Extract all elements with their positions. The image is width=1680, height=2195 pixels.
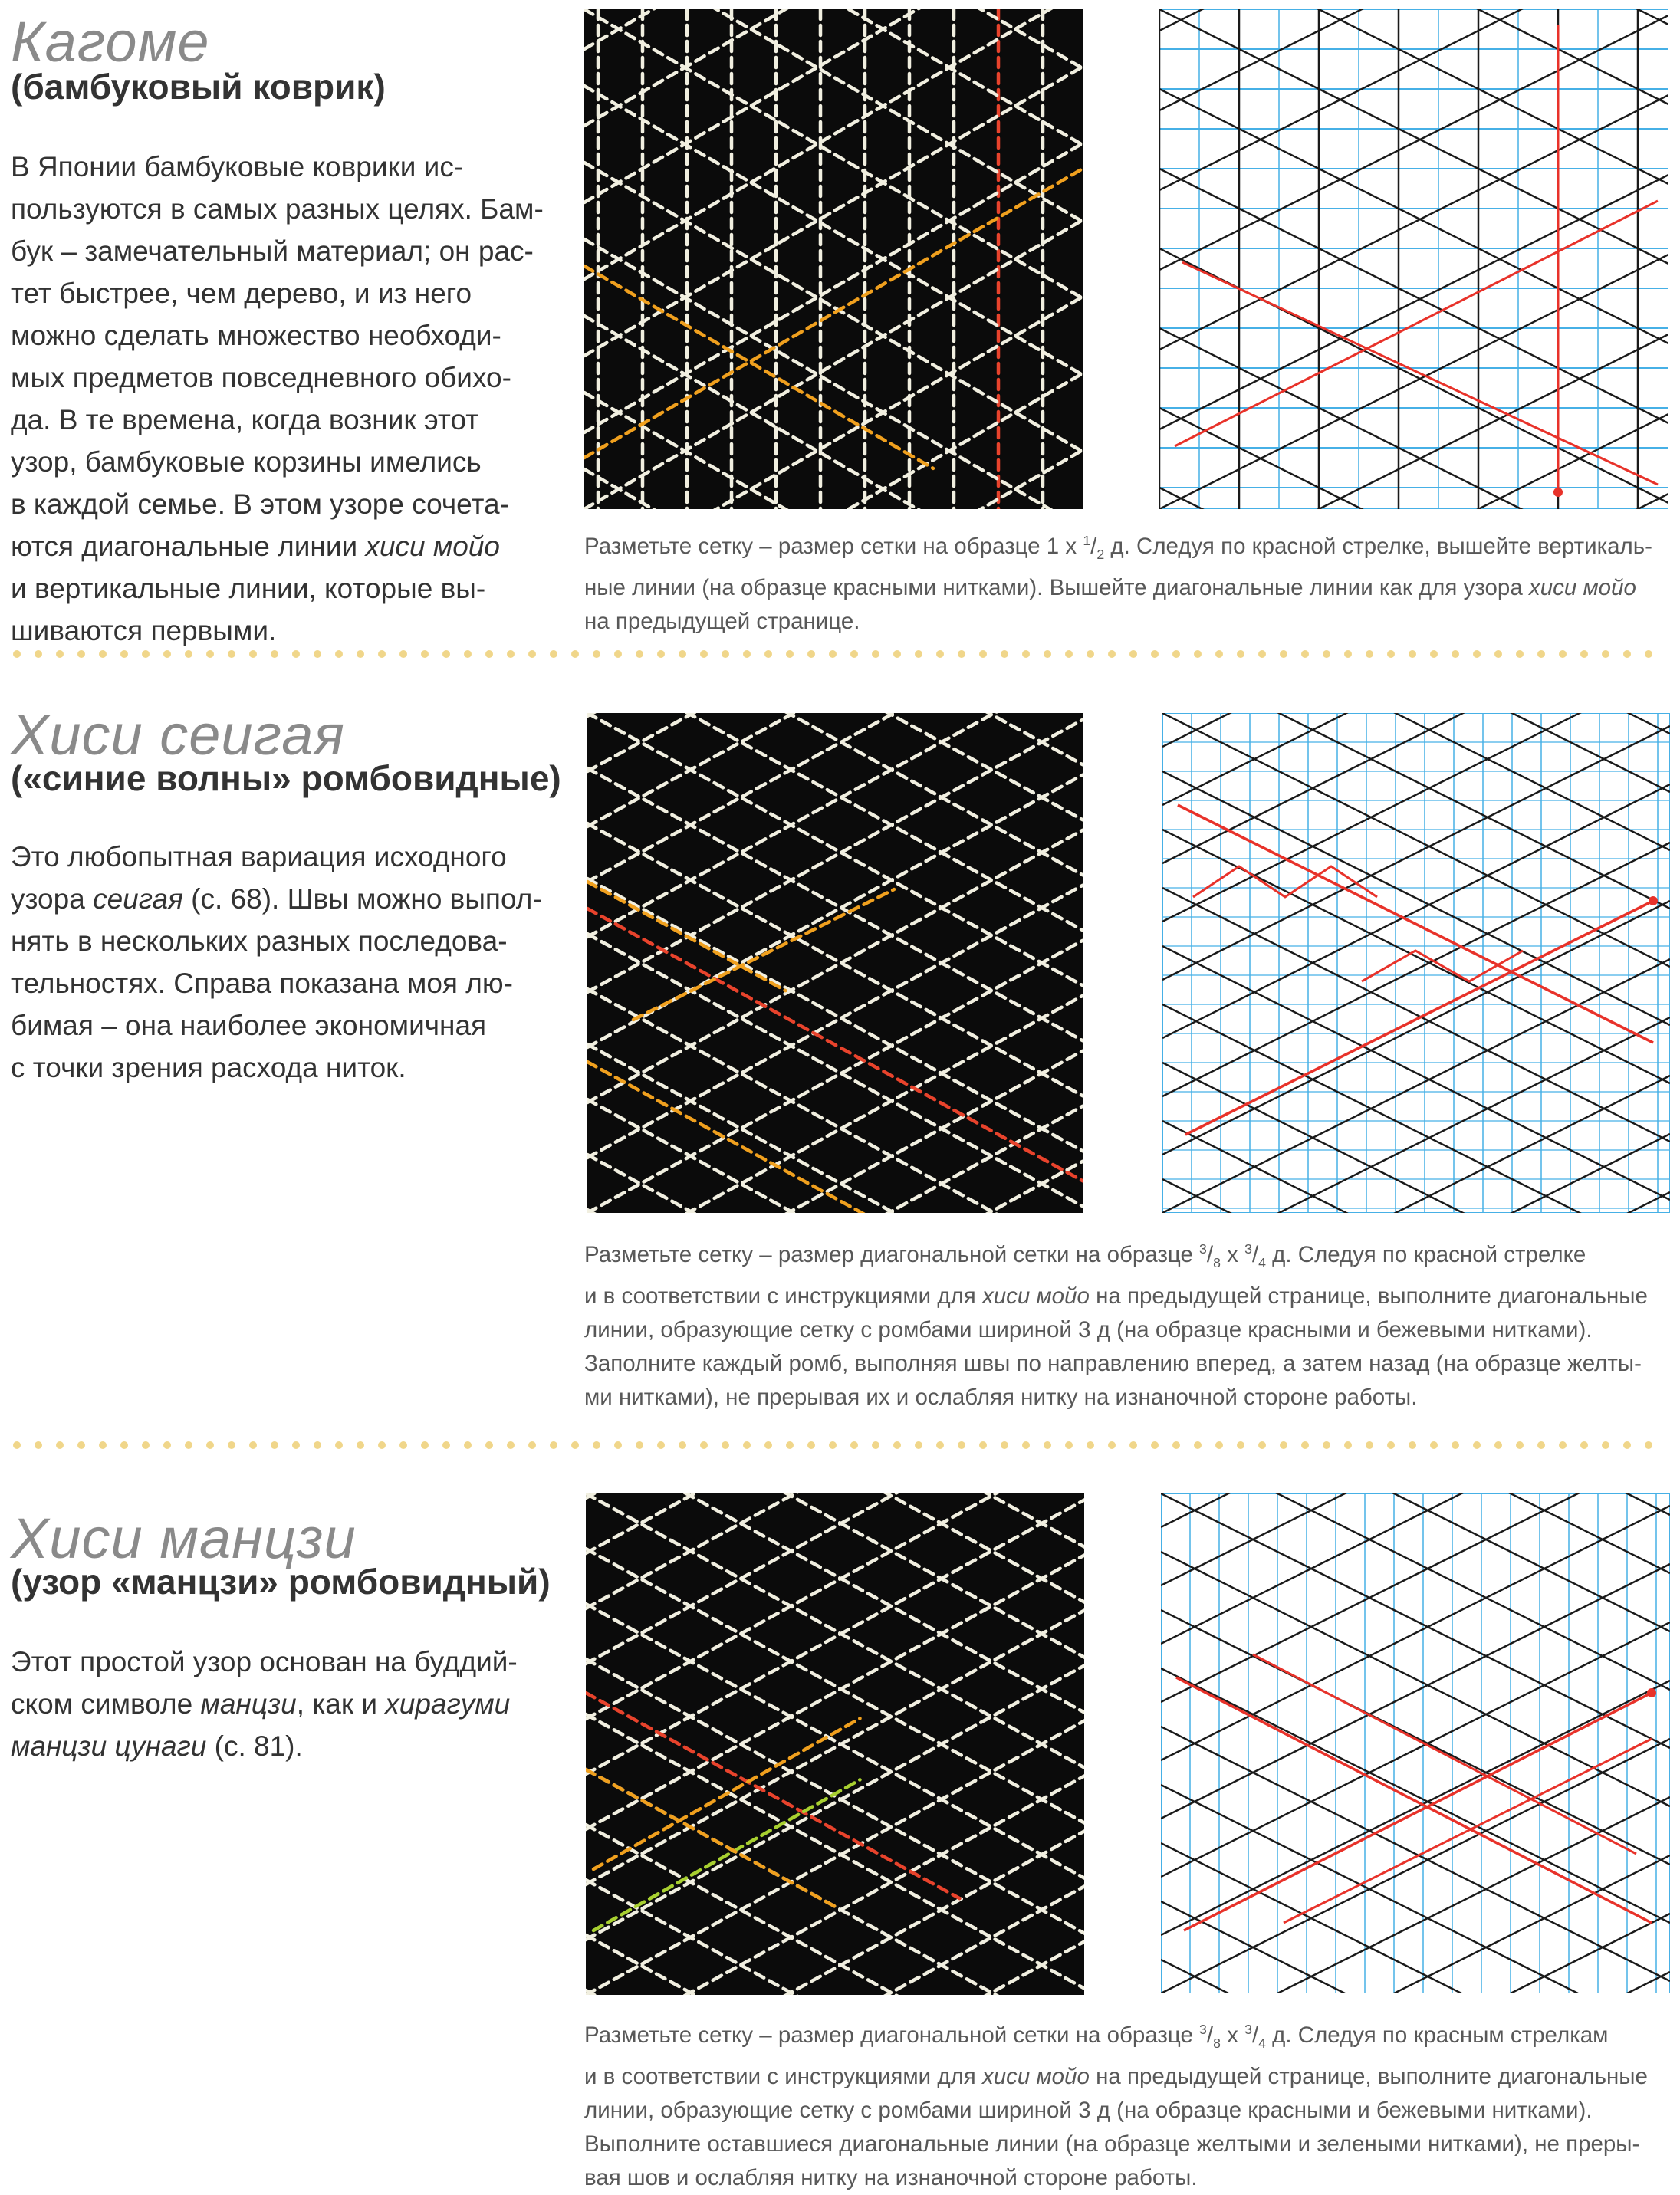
text-run: на предыдущей странице, выполните диагональные: [1089, 1283, 1648, 1309]
divider-dot: [1215, 650, 1223, 658]
divider-dot: [915, 650, 922, 658]
divider-dot: [657, 650, 665, 658]
divider-dot: [1494, 1441, 1502, 1449]
divider-dot: [1580, 1441, 1588, 1449]
section-2-body: [11, 836, 547, 1089]
divider-dot: [77, 1441, 85, 1449]
divider-dot: [550, 1441, 557, 1449]
divider-dot: [1022, 650, 1030, 658]
divider-dot: [1151, 650, 1159, 658]
section-2-title: Хиси сеигая: [11, 703, 345, 767]
section-divider-1: [11, 649, 1667, 659]
divider-dot: [1602, 650, 1609, 658]
divider-dot: [1258, 1441, 1266, 1449]
divider-dot: [1623, 650, 1631, 658]
fraction: $^3/_4$: [1244, 1241, 1266, 1270]
divider-dot: [464, 1441, 472, 1449]
text-run: ми нитками), не прерывая их и ослабляя нитку на изнаночной стороне работы.: [584, 1384, 1418, 1410]
text-run: тет быстрее, чем дерево, и из него: [11, 278, 472, 309]
text-run: В Японии бамбуковые коврики ис-: [11, 151, 464, 182]
body-line: [11, 230, 547, 272]
text-run: (с. 68). Швы можно выпол-: [182, 883, 542, 915]
italic-term: сеигая: [93, 883, 183, 915]
body-line: [11, 920, 547, 962]
italic-term: манцзи: [200, 1688, 297, 1720]
divider-dot: [185, 1441, 192, 1449]
divider-dot: [1172, 650, 1180, 658]
text-run: д. Следуя по красной стрелке: [1265, 1241, 1586, 1267]
text-run: в каждой семье. В этом узоре сочета-: [11, 488, 509, 520]
caption-line: [584, 571, 1673, 605]
text-run: Этот простой узор основан на буддий-: [11, 1646, 518, 1677]
divider-dot: [1409, 1441, 1416, 1449]
caption-line: [584, 605, 1673, 639]
arrow-start-dot: [1553, 488, 1563, 497]
divider-dot: [35, 650, 42, 658]
text-run: и в соответствии с инструкциями для: [584, 2063, 982, 2089]
text-run: и в соответствии с инструкциями для: [584, 1283, 982, 1309]
body-line: [11, 1004, 547, 1047]
divider-dot: [99, 1441, 107, 1449]
text-run: бимая – она наиболее экономичная: [11, 1010, 487, 1041]
divider-dot: [1001, 650, 1008, 658]
body-line: [11, 188, 547, 230]
divider-dot: [1301, 1441, 1309, 1449]
divider-dot: [399, 1441, 407, 1449]
body-line: [11, 399, 547, 441]
divider-dot: [1323, 1441, 1330, 1449]
arrow-start-dot: [1649, 896, 1658, 905]
body-line: [11, 1683, 547, 1725]
divider-dot: [228, 1441, 235, 1449]
text-run: д. Следуя по красной стрелке, вышейте вертикаль-: [1104, 533, 1652, 559]
text-run: с точки зрения расхода ниток.: [11, 1052, 406, 1083]
divider-dot: [593, 1441, 600, 1449]
caption-line: [584, 1280, 1673, 1313]
divider-dot: [1172, 1441, 1180, 1449]
divider-dot: [77, 650, 85, 658]
divider-dot: [1516, 650, 1524, 658]
divider-dot: [1065, 650, 1073, 658]
section-3-title: Хиси манцзи: [11, 1507, 357, 1570]
fraction: $^3/_8$: [1199, 2022, 1221, 2051]
grid-frame: [1161, 1493, 1670, 1993]
divider-dot: [571, 650, 579, 658]
divider-dot: [1001, 1441, 1008, 1449]
text-run: линии, образующие сетку с ромбами шириной 3 д (на образце красными и бежевыми нитками).: [584, 2097, 1593, 2123]
text-run: Заполните каждый ромб, выполняя швы по направлению вперед, а затем назад (на образце желты-: [584, 1350, 1642, 1376]
text-run: бук – замечательный материал; он рас-: [11, 235, 534, 267]
divider-dot: [722, 650, 729, 658]
divider-dot: [1022, 1441, 1030, 1449]
divider-dot: [1452, 650, 1459, 658]
fabric-background: [587, 713, 1083, 1213]
divider-dot: [185, 650, 192, 658]
divider-dot: [249, 1441, 257, 1449]
divider-dot: [1580, 650, 1588, 658]
section-1-caption: [584, 524, 1673, 639]
text-run: Выполните оставшиеся диагональные линии (на образце желтыми и зелеными нитками), не преры-: [584, 2131, 1640, 2157]
divider-dot: [314, 1441, 321, 1449]
divider-dot: [872, 1441, 879, 1449]
divider-dot: [1323, 650, 1330, 658]
text-run: Разметьте сетку – размер диагональной сетки на образце: [584, 2022, 1200, 2048]
text-run: узор, бамбуковые корзины имелись: [11, 446, 482, 478]
divider-dot: [1537, 1441, 1545, 1449]
caption-line: [584, 1313, 1673, 1347]
text-run: x: [1220, 2022, 1245, 2048]
divider-dot: [786, 650, 794, 658]
section-1-subtitle: (бамбуковый коврик): [11, 67, 386, 107]
divider-dot: [893, 1441, 901, 1449]
caption-line: [584, 524, 1673, 571]
italic-term: манцзи цунаги: [11, 1730, 207, 1762]
divider-dot: [786, 1441, 794, 1449]
body-line: [11, 525, 547, 567]
divider-dot: [1151, 1441, 1159, 1449]
divider-dot: [292, 1441, 300, 1449]
fraction: $^3/_8$: [1199, 1241, 1221, 1270]
divider-dot: [743, 1441, 751, 1449]
text-run: д. Следуя по красным стрелкам: [1265, 2022, 1609, 2048]
divider-dot: [1537, 650, 1545, 658]
body-line: [11, 1047, 547, 1089]
divider-dot: [228, 650, 235, 658]
divider-dot: [485, 1441, 493, 1449]
divider-dot: [1237, 1441, 1244, 1449]
divider-dot: [507, 650, 515, 658]
divider-dot: [464, 650, 472, 658]
body-line: [11, 962, 547, 1004]
section-3-subtitle: (узор «манцзи» ромбовидный): [11, 1562, 551, 1602]
divider-dot: [1108, 1441, 1116, 1449]
text-run: линии, образующие сетку с ромбами шириной 3 д (на образце красными и бежевыми нитками).: [584, 1316, 1593, 1342]
divider-dot: [1645, 650, 1652, 658]
divider-dot: [1387, 650, 1395, 658]
divider-dot: [249, 650, 257, 658]
divider-dot: [442, 1441, 450, 1449]
section-3-caption: [584, 2013, 1673, 2195]
divider-dot: [421, 1441, 429, 1449]
divider-dot: [679, 1441, 686, 1449]
text-run: Это любопытная вариация исходного: [11, 841, 507, 872]
divider-dot: [1087, 1441, 1094, 1449]
section-2-subtitle: («синие волны» ромбовидные): [11, 758, 561, 798]
divider-dot: [614, 650, 622, 658]
divider-dot: [35, 1441, 42, 1449]
body-line: [11, 567, 547, 610]
divider-dot: [1194, 650, 1202, 658]
body-line: [11, 314, 547, 357]
divider-dot: [421, 650, 429, 658]
divider-dot: [743, 650, 751, 658]
divider-dot: [399, 650, 407, 658]
divider-dot: [1430, 1441, 1438, 1449]
text-run: на предыдущей странице.: [584, 608, 860, 634]
divider-dot: [99, 650, 107, 658]
divider-dot: [829, 1441, 837, 1449]
italic-term: хиси мойо: [981, 1283, 1090, 1309]
divider-dot: [807, 1441, 815, 1449]
divider-dot: [1602, 1441, 1609, 1449]
divider-dot: [764, 650, 772, 658]
text-run: узора: [11, 883, 94, 915]
section-1-body: [11, 146, 547, 652]
text-run: тельностях. Справа показана моя лю-: [11, 968, 513, 999]
divider-dot: [1280, 1441, 1287, 1449]
caption-line: [584, 2060, 1673, 2094]
divider-dot: [958, 1441, 965, 1449]
section-1-title: Кагоме: [11, 10, 210, 74]
fraction: $^3/_4$: [1244, 2022, 1266, 2051]
body-line: [11, 441, 547, 483]
divider-dot: [314, 650, 321, 658]
divider-dot: [550, 650, 557, 658]
divider-dot: [357, 650, 364, 658]
kagome-sample-photo: [584, 9, 1083, 509]
text-run: пользуются в самых разных целях. Бам-: [11, 193, 544, 225]
divider-dot: [163, 1441, 171, 1449]
divider-dot: [507, 1441, 515, 1449]
divider-dot: [378, 650, 386, 658]
divider-dot: [120, 650, 128, 658]
divider-dot: [378, 1441, 386, 1449]
divider-dot: [206, 650, 214, 658]
text-run: (с. 81).: [206, 1730, 303, 1762]
divider-dot: [764, 1441, 772, 1449]
text-run: можно сделать множество необходи-: [11, 320, 501, 351]
divider-dot: [1344, 1441, 1352, 1449]
grid-frame: [1159, 9, 1668, 509]
divider-dot: [1452, 1441, 1459, 1449]
caption-line: [584, 1347, 1673, 1381]
divider-dot: [700, 1441, 708, 1449]
divider-dot: [1258, 650, 1266, 658]
divider-dot: [829, 650, 837, 658]
divider-dot: [1409, 650, 1416, 658]
divider-dot: [1516, 1441, 1524, 1449]
divider-dot: [271, 650, 278, 658]
divider-dot: [335, 650, 343, 658]
body-line: [11, 483, 547, 525]
text-run: , как и: [296, 1688, 386, 1720]
divider-dot: [850, 650, 858, 658]
body-line: [11, 836, 547, 878]
divider-dot: [614, 1441, 622, 1449]
divider-dot: [893, 650, 901, 658]
divider-dot: [657, 1441, 665, 1449]
divider-dot: [936, 1441, 944, 1449]
caption-line: [584, 2128, 1673, 2161]
italic-term: хиси мойо: [1528, 574, 1636, 600]
divider-dot: [1645, 1441, 1652, 1449]
text-run: x: [1220, 1241, 1245, 1267]
caption-line: [584, 2161, 1673, 2195]
italic-term: хиси мойо: [981, 2063, 1090, 2089]
seigaya-grid-diagram: [1162, 713, 1670, 1213]
divider-dot: [936, 650, 944, 658]
divider-dot: [915, 1441, 922, 1449]
divider-dot: [1473, 1441, 1481, 1449]
section-divider-2: [11, 1440, 1667, 1451]
divider-dot: [163, 650, 171, 658]
body-line: [11, 272, 547, 314]
grid-frame: [1162, 713, 1670, 1213]
divider-dot: [1430, 650, 1438, 658]
text-run: нять в нескольких разных последова-: [11, 925, 508, 957]
divider-dot: [636, 1441, 643, 1449]
divider-dot: [56, 650, 64, 658]
text-run: ском символе: [11, 1688, 201, 1720]
divider-dot: [679, 650, 686, 658]
divider-dot: [485, 650, 493, 658]
divider-dot: [56, 1441, 64, 1449]
body-line: [11, 878, 547, 920]
caption-line: [584, 1381, 1673, 1415]
divider-dot: [1623, 1441, 1631, 1449]
text-run: на предыдущей странице, выполните диагональные: [1089, 2063, 1648, 2089]
italic-term: хиси мойо: [365, 531, 500, 562]
text-run: Разметьте сетку – размер сетки на образце 1 x: [584, 533, 1083, 559]
text-run: вая шов и ослабляя нитку на изнаночной стороне работы.: [584, 2164, 1198, 2190]
divider-dot: [142, 1441, 150, 1449]
divider-dot: [357, 1441, 364, 1449]
divider-dot: [593, 650, 600, 658]
divider-dot: [1044, 1441, 1051, 1449]
seigaya-sample-photo: [587, 713, 1083, 1213]
divider-dot: [1387, 1441, 1395, 1449]
divider-dot: [958, 650, 965, 658]
arrow-start-dot: [1647, 1688, 1656, 1697]
divider-dot: [271, 1441, 278, 1449]
divider-dot: [1129, 1441, 1137, 1449]
divider-dot: [1344, 650, 1352, 658]
fraction: $^1/_2$: [1083, 533, 1105, 562]
divider-dot: [1108, 650, 1116, 658]
divider-dot: [13, 1441, 21, 1449]
divider-dot: [442, 650, 450, 658]
divider-dot: [1559, 650, 1567, 658]
text-run: и вертикальные линии, которые вы-: [11, 573, 486, 604]
mantsi-grid-diagram: [1161, 1493, 1670, 1993]
section-3-body: [11, 1641, 547, 1767]
divider-dot: [1087, 650, 1094, 658]
divider-dot: [979, 1441, 987, 1449]
section-2-caption: [584, 1232, 1673, 1415]
divider-dot: [206, 1441, 214, 1449]
divider-dot: [1559, 1441, 1567, 1449]
text-run: ные линии (на образце красными нитками). Вышейте диагональные линии как для узора: [584, 574, 1529, 600]
divider-dot: [292, 650, 300, 658]
divider-dot: [1494, 650, 1502, 658]
divider-dot: [142, 650, 150, 658]
caption-line: [584, 2013, 1673, 2060]
text-run: да. В те времена, когда возник этот: [11, 404, 479, 435]
divider-dot: [1194, 1441, 1202, 1449]
kagome-grid-diagram: [1159, 9, 1668, 509]
divider-dot: [1129, 650, 1137, 658]
body-line: [11, 1641, 547, 1683]
divider-dot: [528, 650, 536, 658]
divider-dot: [335, 1441, 343, 1449]
divider-dot: [1473, 650, 1481, 658]
text-run: ются диагональные линии: [11, 531, 366, 562]
divider-dot: [850, 1441, 858, 1449]
italic-term: хирагуми: [385, 1688, 511, 1720]
caption-line: [584, 2094, 1673, 2128]
divider-dot: [1237, 650, 1244, 658]
body-line: [11, 146, 547, 188]
divider-dot: [528, 1441, 536, 1449]
divider-dot: [13, 650, 21, 658]
text-run: Разметьте сетку – размер диагональной сетки на образце: [584, 1241, 1200, 1267]
text-run: шиваются первыми.: [11, 615, 277, 646]
divider-dot: [700, 650, 708, 658]
body-line: [11, 357, 547, 399]
divider-dot: [1044, 650, 1051, 658]
divider-dot: [1280, 650, 1287, 658]
text-run: мых предметов повседневного обихо-: [11, 362, 511, 393]
divider-dot: [120, 1441, 128, 1449]
divider-dot: [807, 650, 815, 658]
divider-dot: [1301, 650, 1309, 658]
divider-dot: [636, 650, 643, 658]
divider-dot: [571, 1441, 579, 1449]
divider-dot: [1065, 1441, 1073, 1449]
body-line: [11, 610, 547, 652]
divider-dot: [979, 650, 987, 658]
body-line: [11, 1725, 547, 1767]
divider-dot: [722, 1441, 729, 1449]
divider-dot: [1366, 1441, 1373, 1449]
divider-dot: [1215, 1441, 1223, 1449]
caption-line: [584, 1232, 1673, 1280]
divider-dot: [1366, 650, 1373, 658]
mantsi-sample-photo: [586, 1493, 1084, 1995]
divider-dot: [872, 650, 879, 658]
